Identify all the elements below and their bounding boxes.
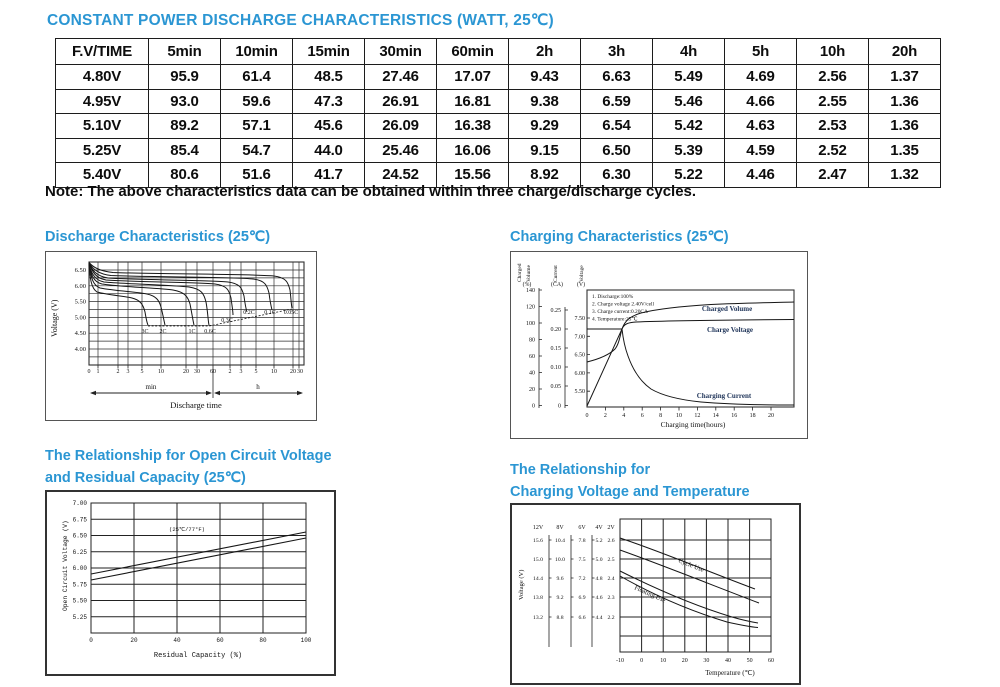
row-label: 5.25V [56, 138, 149, 163]
temp-chart-svg [512, 505, 795, 679]
col-header: 6V [578, 525, 586, 531]
tick: 7.50 [574, 316, 585, 322]
tick: 2.6 [607, 538, 615, 544]
charging-chart-svg [511, 252, 805, 436]
unit-ca: (CA) [551, 282, 563, 288]
cell: 9.38 [509, 89, 581, 114]
page-title: CONSTANT POWER DISCHARGE CHARACTERISTICS (WATT, 25℃) [47, 12, 554, 29]
cell: 26.09 [365, 114, 437, 139]
x-axis-labels [616, 658, 774, 664]
y-tick-label: 7.00 [72, 500, 87, 507]
cell: 24.52 [365, 163, 437, 188]
discharge-curves [89, 263, 292, 327]
note-line: 2. Charge voltage 2.40V/cell [592, 301, 655, 308]
axis-title-volume: Volume [526, 264, 532, 282]
charged-volume-label: Charged Volume [701, 305, 753, 313]
x-tick-label: 0 [89, 637, 93, 644]
table-header-cell: 5min [149, 39, 221, 65]
col-header: 4V [595, 525, 603, 531]
note-line: 4. Temperature:25℃ [592, 316, 638, 323]
ocv-chart-svg [47, 492, 330, 670]
cell: 25.46 [365, 138, 437, 163]
table-header-cell: 20h [869, 39, 941, 65]
x-tick-label: 5 [254, 369, 258, 375]
curve-annotations [141, 310, 298, 335]
cell: 48.5 [293, 65, 365, 90]
cell: 80.6 [149, 163, 221, 188]
cell: 59.6 [221, 89, 293, 114]
tick: 15.6 [533, 538, 543, 544]
tick: 40 [529, 370, 535, 377]
tick: 7.00 [574, 334, 585, 341]
x-tick-label: 6 [640, 413, 644, 419]
x-tick-label: 20 [130, 637, 138, 644]
v8-labels [555, 538, 565, 621]
tick: 14.4 [533, 576, 543, 582]
tick: 0.25 [550, 308, 561, 314]
cell: 2.47 [797, 163, 869, 188]
row-label: 5.10V [56, 114, 149, 139]
mini-axis-lines [549, 535, 595, 647]
curve-0-2c [89, 263, 247, 312]
v6-labels [578, 538, 585, 621]
cell: 1.37 [869, 65, 941, 90]
tick: 10.4 [555, 538, 565, 544]
tick: 100 [526, 321, 535, 327]
x-tick-label: 10 [158, 369, 164, 375]
table-header-row [56, 39, 941, 65]
unit-h-label: h [256, 383, 260, 391]
cell: 45.6 [293, 114, 365, 139]
x-tick-label: 30 [703, 658, 710, 664]
cell: 2.55 [797, 89, 869, 114]
x-tick-label: 14 [712, 413, 719, 419]
tick: 0.05 [550, 384, 561, 390]
cell: 1.36 [869, 89, 941, 114]
charge-conditions-notes [592, 294, 655, 323]
tick: 4.6 [595, 595, 603, 601]
discharge-chart [45, 251, 317, 421]
tick: 140 [526, 288, 535, 294]
x-axis-labels [88, 369, 304, 375]
table-header-cell: 15min [293, 39, 365, 65]
tick: 60 [529, 354, 535, 360]
tick: 7.8 [578, 538, 586, 544]
curve-label: 0.1C [264, 310, 276, 316]
voltage-column-headers [533, 525, 616, 531]
tick: 20 [529, 387, 535, 393]
y-tick-label: 5.00 [74, 314, 86, 322]
cell: 95.9 [149, 65, 221, 90]
tick: 6.00 [574, 370, 585, 377]
tick: 10.0 [555, 557, 565, 563]
note-line: 1. Discharge:100% [592, 294, 634, 300]
plot-frame [587, 290, 794, 407]
row-label: 5.40V [56, 163, 149, 188]
temp-curves [620, 538, 759, 628]
tick: 5.0 [595, 557, 603, 563]
x-tick-label: 40 [173, 637, 181, 644]
constant-power-table [55, 38, 941, 188]
cell: 9.15 [509, 138, 581, 163]
cell: 4.66 [725, 89, 797, 114]
y-tick-label: 5.75 [72, 581, 87, 589]
cell: 16.38 [437, 114, 509, 139]
table-row [56, 89, 941, 114]
x-tick-label: 16 [731, 413, 738, 419]
tick: 4.4 [595, 615, 603, 621]
table-row [56, 65, 941, 90]
temperature-annotation: (25℃/77°F) [169, 526, 205, 533]
temp-title-line2: Charging Voltage and Temperature [510, 484, 750, 500]
curve-annotations [697, 305, 753, 400]
cell: 57.1 [221, 114, 293, 139]
curve-label: 0.05C [283, 310, 299, 316]
curve-label: 2C [159, 329, 167, 335]
cell: 4.63 [725, 114, 797, 139]
x-axis-labels [89, 637, 312, 644]
curve-label: 3C [141, 329, 149, 335]
cell: 5.49 [653, 65, 725, 90]
cell: 6.59 [581, 89, 653, 114]
cell: 1.35 [869, 138, 941, 163]
note-line: 3. Charge current:0.20CA [592, 309, 648, 315]
cell: 41.7 [293, 163, 365, 188]
y-tick-label: 6.50 [72, 532, 87, 540]
unit-min-label: min [145, 383, 157, 391]
table-row [56, 138, 941, 163]
note-text: Note: The above characteristics data can be obtained within three charge/discharge cycles. [45, 183, 697, 200]
tick: 15.0 [533, 557, 543, 563]
cell: 2.53 [797, 114, 869, 139]
cell: 6.54 [581, 114, 653, 139]
tick: 5.50 [574, 389, 585, 396]
y-axis-title: Voltage (V) [518, 569, 525, 600]
col-header: 12V [532, 525, 544, 531]
time-unit-arrows [90, 391, 303, 395]
y-tick-label: 5.25 [72, 613, 87, 621]
tick: 2.5 [607, 557, 615, 563]
cell: 6.63 [581, 65, 653, 90]
curve-label: 0.6C [204, 329, 216, 335]
ocv-chart-title [45, 445, 332, 489]
table-header-cell: F.V/TIME [56, 39, 149, 65]
cycle-use-lower [620, 550, 759, 603]
tick: 0.10 [550, 365, 561, 371]
tick: 0 [558, 403, 561, 410]
cell: 16.06 [437, 138, 509, 163]
cell: 44.0 [293, 138, 365, 163]
x-axis-labels [586, 413, 775, 419]
y-tick-label: 5.50 [74, 298, 86, 306]
x-tick-label: 2 [228, 369, 232, 375]
x-tick-label: 8 [659, 413, 663, 419]
curve-0-05c [89, 263, 292, 309]
cell: 1.36 [869, 114, 941, 139]
cell: 54.7 [221, 138, 293, 163]
ocv-title-line1: The Relationship for Open Circuit Voltage [45, 448, 332, 464]
tick: 7.5 [578, 557, 586, 563]
cell: 47.3 [293, 89, 365, 114]
v4-labels [595, 538, 602, 621]
y-tick-label: 4.00 [74, 346, 86, 353]
temp-title-line1: The Relationship for [510, 462, 651, 478]
y-axis-title: Open Circuit Voltage (V) [62, 520, 69, 611]
tick: 6.6 [578, 615, 586, 621]
curve-label: 0.2C [243, 310, 255, 316]
voltage-tick-labels [575, 316, 586, 395]
cell: 15.56 [437, 163, 509, 188]
charging-current-curve [587, 329, 794, 405]
y-tick-label: 6.25 [72, 548, 87, 556]
unit-v: (V) [576, 282, 586, 288]
unit-percent: (%) [522, 282, 532, 288]
x-tick-label: 30 [194, 369, 200, 375]
tick: 2.4 [607, 576, 615, 582]
x-axis-title: Residual Capacity (%) [153, 652, 243, 660]
x-tick-label: 20 [681, 658, 688, 664]
x-tick-label: 60 [210, 369, 216, 375]
cell: 93.0 [149, 89, 221, 114]
x-tick-label: 20 [290, 369, 296, 375]
y-tick-label: 6.00 [72, 565, 87, 572]
cell: 17.07 [437, 65, 509, 90]
charge-voltage-curve [587, 320, 794, 363]
tick: 0 [532, 403, 535, 410]
y-axis-labels [75, 267, 86, 353]
temp-chart [510, 503, 801, 685]
v2-labels [607, 538, 614, 621]
tick: 8.8 [556, 615, 564, 621]
x-tick-label: 10 [271, 369, 277, 375]
x-axis-title: Charging time(hours) [660, 420, 726, 429]
tick: 2.2 [607, 615, 615, 621]
tick: 6.9 [578, 595, 586, 601]
cell: 26.91 [365, 89, 437, 114]
x-tick-label: 60 [768, 658, 774, 664]
x-tick-label: 80 [259, 637, 267, 644]
ocv-chart [45, 490, 336, 676]
cell: 9.29 [509, 114, 581, 139]
x-tick-label: 5 [140, 369, 144, 375]
cell: 16.81 [437, 89, 509, 114]
tick: 9.6 [556, 576, 564, 582]
x-tick-label: 20 [768, 413, 774, 419]
y-tick-label: 5.50 [72, 597, 87, 605]
axis-units [523, 281, 585, 288]
cell: 5.42 [653, 114, 725, 139]
row-label: 4.95V [56, 89, 149, 114]
x-tick-label: 40 [725, 658, 731, 664]
x-tick-label: 4 [622, 413, 626, 419]
tick: 120 [526, 304, 535, 311]
axis-title-current: Current [553, 265, 559, 282]
table-header-cell: 10h [797, 39, 869, 65]
cell: 2.52 [797, 138, 869, 163]
x-tick-label: 3 [239, 369, 243, 375]
table-header-cell: 60min [437, 39, 509, 65]
table-header-cell: 3h [581, 39, 653, 65]
ocv-lines [91, 532, 306, 580]
volume-tick-labels [526, 288, 535, 410]
tick: 4.8 [595, 576, 603, 582]
x-tick-label: 0 [87, 369, 91, 375]
cell: 8.92 [509, 163, 581, 188]
ocv-title-line2: and Residual Capacity (25℃) [45, 470, 246, 486]
table-header-cell: 30min [365, 39, 437, 65]
charge-voltage-label: Charge Voltage [706, 326, 754, 334]
temp-chart-title [510, 459, 750, 503]
x-tick-label: 0 [585, 413, 589, 419]
table-header-cell: 5h [725, 39, 797, 65]
x-tick-label: 50 [746, 658, 753, 664]
y-tick-label: 6.00 [74, 282, 86, 290]
tick: 80 [529, 337, 535, 344]
tick: 2.3 [607, 595, 615, 601]
charging-chart-title: Charging Characteristics (25℃) [510, 229, 729, 245]
cell: 9.43 [509, 65, 581, 90]
x-tick-label: 3 [126, 369, 130, 375]
x-tick-label: 30 [297, 369, 303, 375]
row-label: 4.80V [56, 65, 149, 90]
x-tick-label: 12 [694, 413, 701, 419]
cell: 5.46 [653, 89, 725, 114]
cell: 4.69 [725, 65, 797, 90]
curve-label: 1C [188, 329, 196, 335]
table-header-cell: 2h [509, 39, 581, 65]
axis-title-voltage: Voltage [579, 265, 585, 282]
table-row [56, 114, 941, 139]
cell: 6.50 [581, 138, 653, 163]
x-tick-label: 100 [300, 637, 312, 644]
tick: 6.50 [574, 352, 585, 359]
y-axis-labels [73, 500, 88, 621]
cycle-use-label: Cycle Use [677, 557, 705, 574]
cell: 4.59 [725, 138, 797, 163]
curve-label: 0.3C [221, 318, 233, 324]
col-header: 2V [607, 525, 615, 531]
tick: 5.2 [595, 538, 603, 544]
cell: 5.39 [653, 138, 725, 163]
y-tick-label: 6.50 [74, 267, 86, 274]
tick: 0.20 [550, 327, 561, 333]
cell: 4.46 [725, 163, 797, 188]
x-axis-title: Discharge time [170, 400, 222, 410]
x-tick-label: 10 [660, 658, 667, 664]
tick: 13.2 [533, 615, 543, 621]
x-tick-label: 2 [116, 369, 120, 375]
cell: 6.30 [581, 163, 653, 188]
discharge-chart-title: Discharge Characteristics (25℃) [45, 229, 271, 245]
y-axis-title: Voltage (V) [50, 299, 59, 337]
x-tick-label: 18 [749, 413, 756, 419]
floating-use-label: Floating Use [633, 584, 667, 605]
x-tick-label: 1 [96, 369, 100, 375]
x-tick-label: 20 [183, 369, 189, 375]
cell: 61.4 [221, 65, 293, 90]
charging-current-label: Charging Current [696, 392, 752, 400]
cell: 89.2 [149, 114, 221, 139]
col-header: 8V [556, 525, 564, 531]
cell: 85.4 [149, 138, 221, 163]
axis-title-charged: Charged [517, 263, 523, 282]
cell: 1.32 [869, 163, 941, 188]
x-tick-label: -10 [616, 658, 624, 664]
axis-titles-rotated [517, 263, 585, 282]
current-tick-labels [551, 308, 562, 410]
x-tick-label: 10 [676, 413, 682, 419]
x-tick-label: 0 [640, 658, 644, 664]
grid [620, 519, 771, 652]
discharge-chart-svg [46, 252, 314, 417]
y-tick-label: 4.50 [74, 330, 86, 338]
table-header-cell: 10min [221, 39, 293, 65]
tick: 13.8 [533, 595, 543, 601]
x-tick-label: 60 [216, 637, 224, 644]
x-axis-title: Temperature (℃) [705, 669, 755, 677]
cell: 5.22 [653, 163, 725, 188]
tick: 0.15 [550, 346, 561, 352]
cell: 51.6 [221, 163, 293, 188]
cell: 2.56 [797, 65, 869, 90]
tick: 9.2 [556, 595, 564, 601]
y-tick-label: 6.75 [72, 516, 87, 524]
cell: 27.46 [365, 65, 437, 90]
charging-chart [510, 251, 808, 439]
v12-labels [533, 538, 543, 621]
tick: 7.2 [578, 576, 586, 582]
x-tick-label: 2 [603, 413, 607, 419]
table-header-cell: 4h [653, 39, 725, 65]
ocv-lower-line [91, 538, 306, 580]
